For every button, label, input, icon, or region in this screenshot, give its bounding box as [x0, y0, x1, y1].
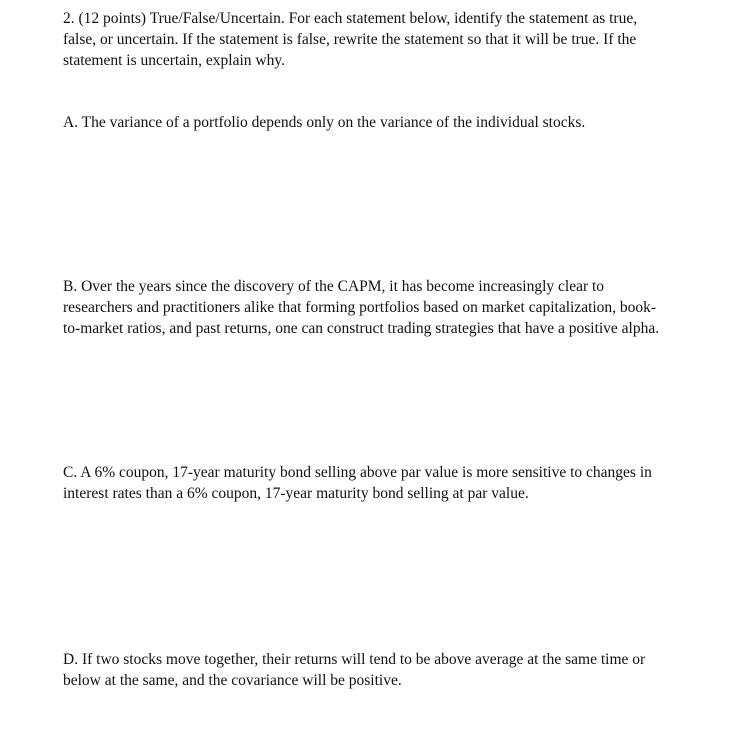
statement-a-line: A. The variance of a portfolio depends only on the variance of the individual stocks.	[63, 114, 586, 131]
intro-line: 2. (12 points) True/False/Uncertain. For each statement below, identify the statement as true,	[63, 10, 638, 27]
statement-b-line: to-market ratios, and past returns, one can construct trading strategies that have a positive alpha.	[63, 320, 660, 337]
statement-a	[63, 112, 678, 133]
statement-d-line: below at the same, and the covariance will be positive.	[63, 672, 402, 689]
statement-c-line: interest rates than a 6% coupon, 17-year maturity bond selling at par value.	[63, 485, 529, 502]
statement-b-line: researchers and practitioners alike that forming portfolios based on market capitalization, book-	[63, 299, 657, 316]
statement-b-line: B. Over the years since the discovery of the CAPM, it has become increasingly clear to	[63, 278, 605, 295]
statement-d-line: D. If two stocks move together, their returns will tend to be above average at the same time or	[63, 651, 646, 668]
statement-c-line: C. A 6% coupon, 17-year maturity bond selling above par value is more sensitive to changes in	[63, 464, 652, 481]
statement-b	[63, 276, 678, 339]
intro-line: false, or uncertain. If the statement is false, rewrite the statement so that it will be true. If the	[63, 31, 637, 48]
statement-c	[63, 462, 678, 504]
statement-d	[63, 649, 678, 691]
question-intro	[63, 8, 678, 71]
intro-line: statement is uncertain, explain why.	[63, 52, 285, 69]
